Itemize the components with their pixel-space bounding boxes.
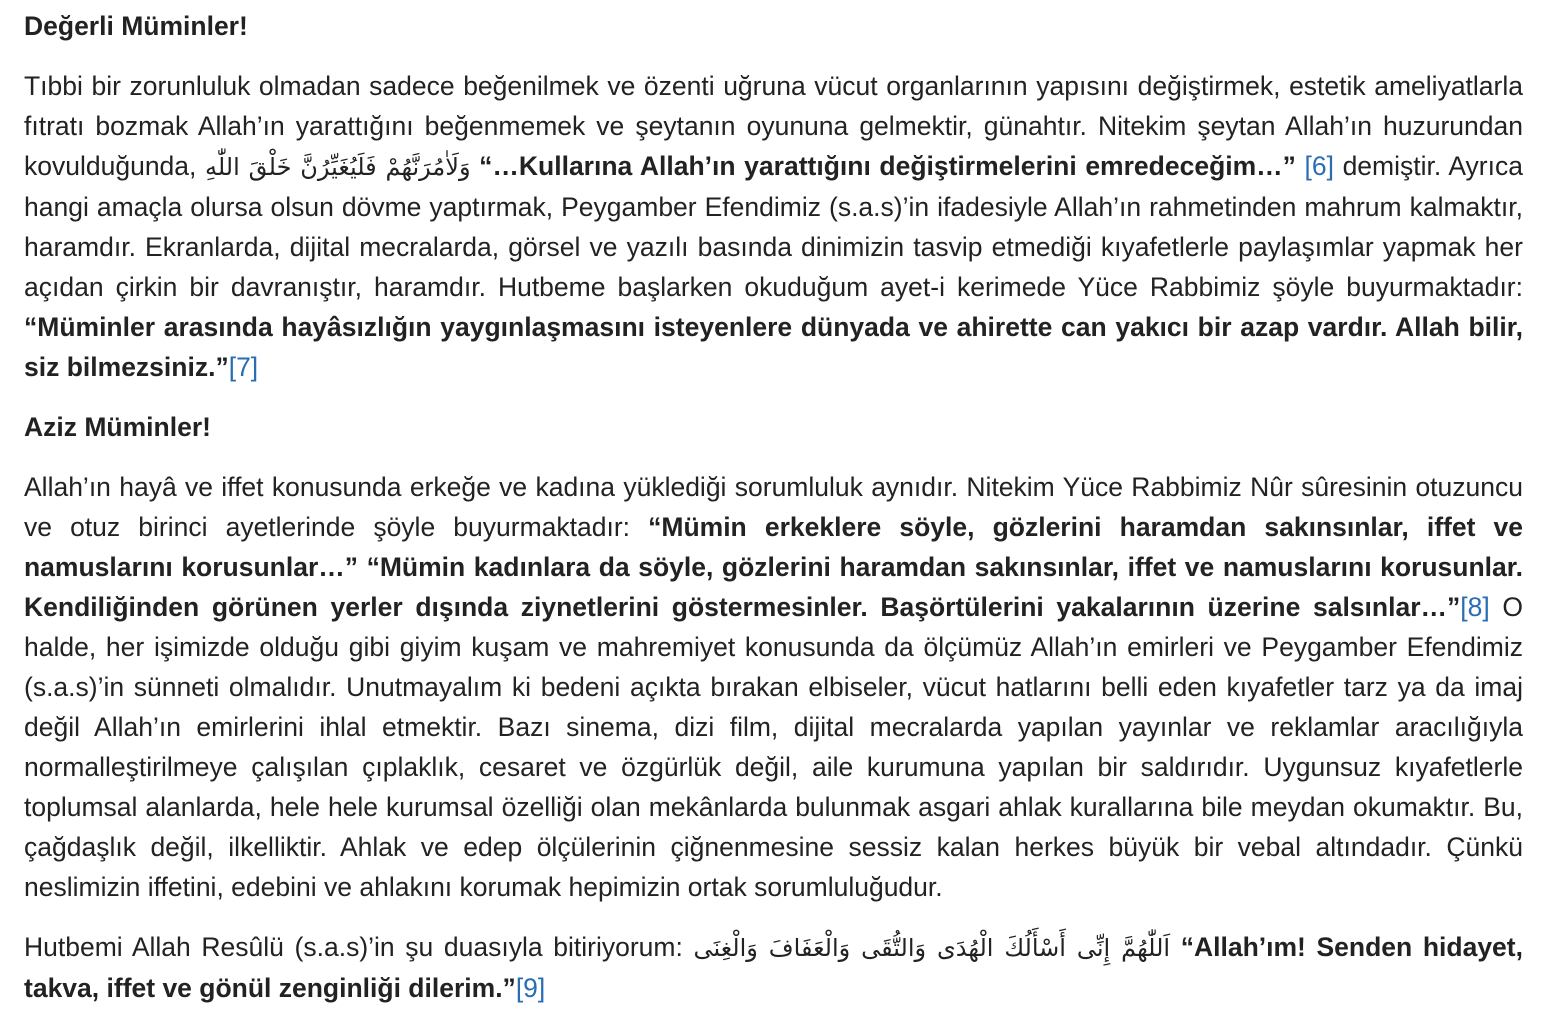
arabic-verse: وَلَاٰمُرَنَّهُمْ فَلَيُغَيِّرُنَّ خَلْقَ اللّٰهِ bbox=[204, 153, 471, 181]
arabic-prayer: اَللّٰهُمَّ إِنِّى أَسْأَلُكَ الْهُدَى وَالتُّقَى وَالْعَفَافَ وَالْغِنَى bbox=[693, 934, 1171, 962]
verse-translation: “Mümin erkeklere söyle, gözlerini haramdan sakınsınlar, iffet ve namuslarını korusunlar…” “Mümin kadınlara da söyle, gözlerini haramdan sakınsınlar, iffet ve namuslarını korusunlar. Kendiliğinden görünen yerler dışında ziynetlerini göstermesinler. Başörtülerini yakalarının üzerine salsınlar…” bbox=[24, 512, 1523, 622]
verse-translation: “…Kullarına Allah’ın yarattığını değiştirmelerini emredeceğim…” bbox=[470, 151, 1305, 181]
footnote-link-9[interactable]: [9] bbox=[515, 973, 546, 1003]
paragraph-haya-iffet bbox=[24, 467, 1523, 907]
footnote-link-7[interactable]: [7] bbox=[228, 352, 259, 382]
section-heading-degerli-muminler: Değerli Müminler! bbox=[24, 11, 248, 41]
paragraph-text: Allah’ın hayâ ve iffet konusunda erkeğe ve kadına yüklediği sorumluluk aynıdır. Nitekim Yüce Rabbimiz Nûr sûresinin otuzuncu ve otuz birinci ayetlerinde şöyle buyurmaktadır: bbox=[24, 472, 1523, 542]
verse-translation: “Müminler arasında hayâsızlığın yaygınlaşmasını isteyenlere dünyada ve ahirette can yakıcı bir azap vardır. Allah bilir, siz bilmezsiniz.” bbox=[24, 312, 1523, 382]
prayer-translation: “Allah’ım! Senden hidayet, takva, iffet ve gönül zenginliği dilerim.” bbox=[24, 932, 1523, 1003]
footnote-link-6[interactable]: [6] bbox=[1304, 151, 1334, 181]
sermon-page bbox=[24, 6, 1523, 1008]
footnote-link-8[interactable]: [8] bbox=[1460, 592, 1490, 622]
section-heading-aziz-muminler: Aziz Müminler! bbox=[24, 412, 211, 442]
paragraph-text: demiştir. Ayrıca hangi amaçla olursa olsun dövme yaptırmak, Peygamber Efendimiz (s.a.s)’in ifadesiyle Allah’ın rahmetinden mahrum kalmaktır, haramdır. Ekranlarda, dijital mecralarda, görsel ve yazılı basında dinimizin tasvip etmediği kıyafetlerle paylaşımlar yapmak her açıdan çirkin bir davranıştır, haramdır. Hutbeme başlarken okuduğum ayet-i kerimede Yüce Rabbimiz şöyle buyurmaktadır: bbox=[24, 151, 1523, 302]
paragraph-text: Hutbemi Allah Resûlü (s.a.s)’in şu duasıyla bitiriyorum: bbox=[24, 932, 694, 962]
paragraph-text: Tıbbi bir zorunluluk olmadan sadece beğenilmek ve özenti uğruna vücut organlarının yapısını değiştirmek, estetik ameliyatlarla fıtratı bozmak Allah’ın yarattığını beğenmemek ve şeytanın oyununa gelmektir, günahtır. Nitekim şeytan Allah’ın huzurundan kovulduğunda, bbox=[24, 71, 1523, 181]
paragraph-closing-prayer bbox=[24, 927, 1523, 1008]
paragraph-aesthetic-surgery bbox=[24, 66, 1523, 387]
paragraph-text: O halde, her işimizde olduğu gibi giyim kuşam ve mahremiyet konusunda da ölçümüz Allah’ın emirleri ve Peygamber Efendimiz (s.a.s)’in sünneti olmalıdır. Unutmayalım ki bedeni açıkta bırakan elbiseler, vücut hatlarını belli eden kıyafetler tarz ya da imaj değil Allah’ın emirlerini ihlal etmektir. Bazı sinema, dizi film, dijital mecralarda yapılan yayınlar ve reklamlar aracılığıyla normalleştirilmeye çalışılan çıplaklık, cesaret ve özgürlük değil, aile kurumuna yapılan bir saldırıdır. Uygunsuz kıyafetlerle toplumsal alanlarda, hele hele kurumsal özelliği olan mekânlarda bulunmak asgari ahlak kurallarına bile meydan okumaktır. Bu, çağdaşlık değil, ilkelliktir. Ahlak ve edep ölçülerinin çiğnenmesine sessiz kalan herkes büyük bir vebal altındadır. Çünkü neslimizin iffetini, edebini ve ahlakını korumak hepimizin ortak sorumluluğudur. bbox=[24, 592, 1523, 902]
